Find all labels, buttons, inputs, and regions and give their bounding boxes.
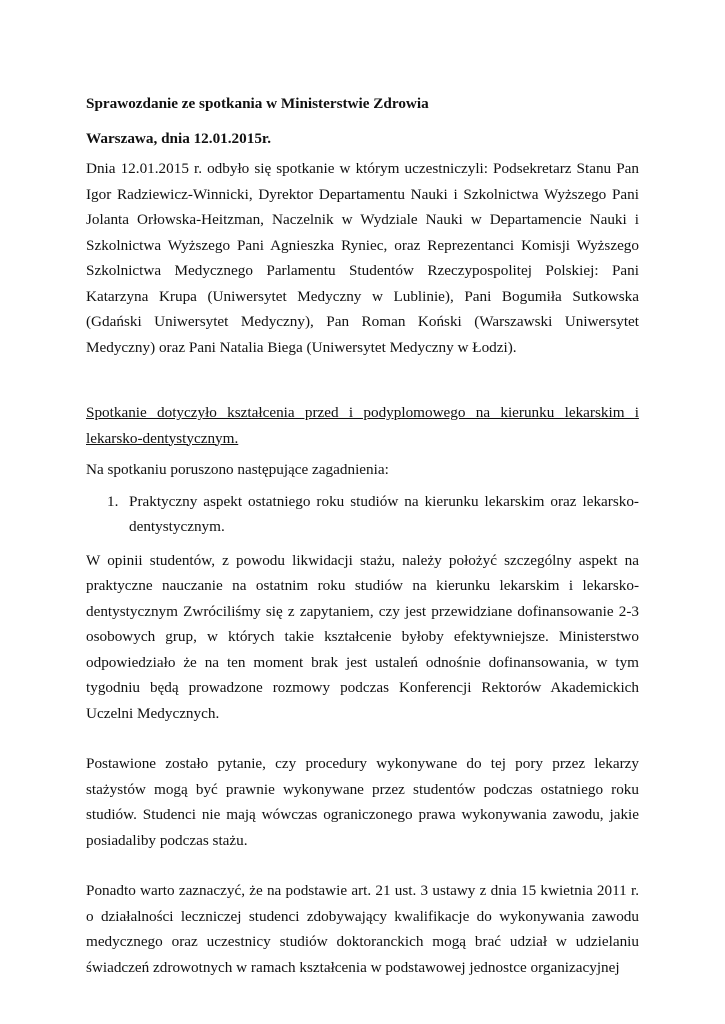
- issues-list: [86, 489, 639, 540]
- list-item: [86, 489, 639, 540]
- list-item-text: Praktyczny aspekt ostatniego roku studiów na kierunku lekarskim oraz lekarsko-dentystycznym.: [129, 492, 639, 535]
- intro-paragraph: Dnia 12.01.2015 r. odbyło się spotkanie w którym uczestniczyli: Podsekretarz Stanu Pan Igor Radziewicz-Winnicki, Dyrektor Departamentu Nauki i Szkolnictwa Wyższego Pani Jolanta Orłowska-Heitzman, Naczelnik w Wydziale Nauki w Departamencie Nauki i Szkolnictwa Wyższego Pani Agnieszka Ryniec, oraz Reprezentanci Komisji Wyższego Szkolnictwa Medycznego Parlamentu Studentów Rzeczypospolitej Polskiej: Pani Katarzyna Krupa (Uniwersytet Medyczny w Lublinie), Pani Bogumiła Sutkowska (Gdański Uniwersytet Medyczny), Pan Roman Koński (Warszawski Uniwersytet Medyczny) oraz Pani Natalia Biega (Uniwersytet Medyczny w Łodzi).: [86, 160, 639, 356]
- law-paragraph: Ponadto warto zaznaczyć, że na podstawie art. 21 ust. 3 ustawy z dnia 15 kwietnia 2011 r. o działalności leczniczej studenci zdobywający kwalifikacje do wykonywania zawodu medycznego oraz uczestnicy studiów doktoranckich mogą brać udział w udzielaniu świadczeń zdrowotnych w ramach kształcenia w podstawowej jednostce organizacyjnej: [86, 882, 639, 976]
- list-intro: Na spotkaniu poruszono następujące zagadnienia:: [86, 461, 389, 478]
- date-line: Warszawa, dnia 12.01.2015r.: [86, 129, 272, 147]
- list-item-number: 1.: [107, 492, 119, 510]
- opinion-paragraph: W opinii studentów, z powodu likwidacji stażu, należy położyć szczególny aspekt na praktyczne nauczanie na ostatnim roku studiów na kierunku lekarskim i lekarsko-dentystycznym Zwróciliśmy się z zapytaniem, czy jest przewidziane dofinansowanie 2-3 osobowych grup, w których takie kształcenie byłoby efektywniejsze. Ministerstwo odpowiedziało że na ten moment brak jest ustaleń odnośnie dofinansowania, w tym tygodniu będą prowadzone rozmowy podczas Konferencji Rektorów Akademickich Uczelni Medycznych.: [86, 551, 639, 722]
- question-paragraph: Postawione zostało pytanie, czy procedury wykonywane do tej pory przez lekarzy stażystów mogą być prawnie wykonywane przez studentów podczas ostatniego roku studiów. Studenci nie mają wówczas ograniczonego prawa wykonywania zawodu, jakie posiadaliby podczas stażu.: [86, 755, 639, 849]
- document-title: Sprawozdanie ze spotkania w Ministerstwie Zdrowia: [86, 95, 429, 112]
- topic-paragraph: Spotkanie dotyczyło kształcenia przed i podyplomowego na kierunku lekarskim i lekarsko-dentystycznym.: [86, 404, 639, 447]
- document-page: [86, 91, 639, 980]
